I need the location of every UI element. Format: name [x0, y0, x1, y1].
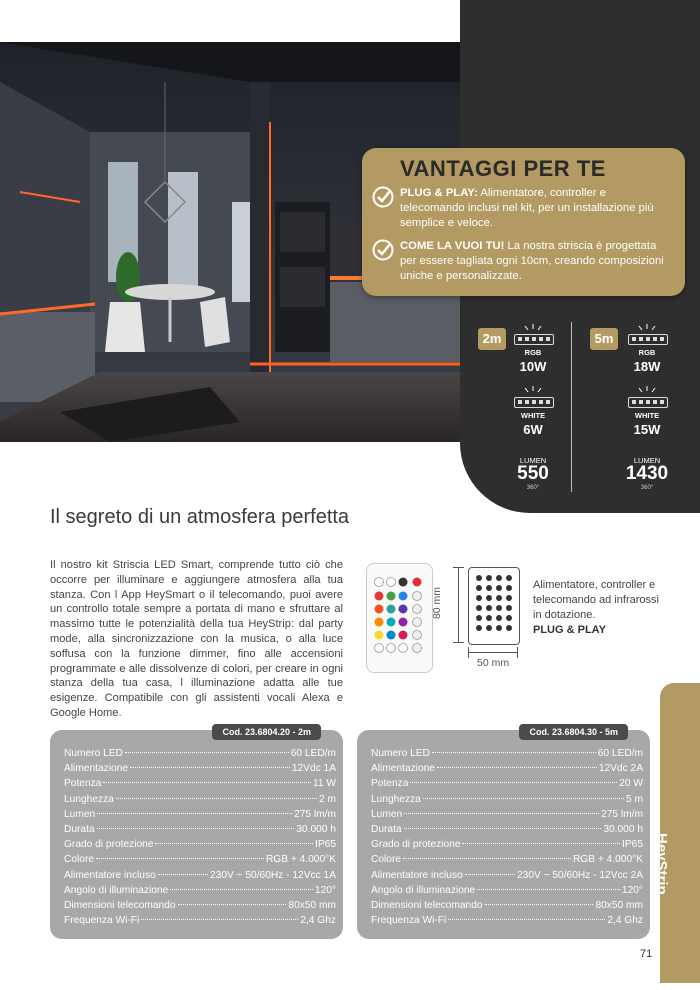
table-row	[64, 807, 336, 822]
lumen-value: 550	[517, 463, 549, 484]
row-value: IP65	[622, 839, 643, 851]
row-leader-dots	[141, 919, 298, 920]
row-leader-dots	[178, 904, 287, 905]
height-dimension-line	[458, 567, 459, 643]
white-label: WHITE	[520, 411, 546, 420]
table-row	[64, 837, 336, 852]
row-value: 80x50 mm	[288, 900, 336, 912]
section-title: Il segreto di un atmosfera perfetta	[50, 506, 350, 528]
width-dimension-tick	[468, 647, 469, 658]
row-leader-dots	[437, 767, 597, 768]
section-body: Il nostro kit Striscia LED Smart, comprende tutto ciò che occorre per illuminare e aggiungere atmosfera alla tua stanza. Con l App HeySmart o il telecomando, puoi avere un controllo totale sempre a portata di mano e sfruttare al massimo tutte le potenzialità della tua HeyStrip: dal party mode, alla sincronizzazione con la musica, o alla luce soffusa con la funzione dimmer, fino alle accensioni programmate e alle dissolvenze di colori, per creare in ogni stanza della tua casa, l illuminazione adatta alle tue esigenze. Compatibile con gli assistenti vocali Alexa e Google Home.	[50, 559, 343, 719]
height-dimension-tick	[453, 642, 464, 643]
led-strip-white-icon	[628, 397, 668, 408]
table-row	[64, 792, 336, 807]
led-strip-rgb-icon	[628, 334, 668, 345]
row-leader-dots	[432, 752, 596, 753]
row-value: 80x50 mm	[595, 900, 643, 912]
row-leader-dots	[125, 752, 289, 753]
table-row	[64, 852, 336, 867]
table-row	[64, 822, 336, 837]
row-leader-dots	[103, 782, 311, 783]
light-rays-icon	[628, 324, 666, 334]
row-value: 2,4 Ghz	[607, 915, 643, 927]
advantage-lead: COME LA VUOI TU!	[400, 240, 505, 252]
remote-caption	[533, 578, 663, 638]
advantage-lead: PLUG & PLAY:	[400, 187, 478, 199]
row-leader-dots	[97, 813, 292, 814]
row-value: 12Vdc 2A	[598, 763, 643, 775]
row-leader-dots	[404, 828, 602, 829]
row-key: Alimentatore incluso	[371, 869, 463, 881]
angle-label: 360°	[640, 485, 654, 491]
rgb-label: RGB	[638, 348, 656, 357]
row-key: Grado di protezione	[371, 839, 461, 851]
row-leader-dots	[410, 782, 617, 783]
white-watt: 6W	[523, 422, 543, 437]
remote-caption-bold: PLUG & PLAY	[533, 624, 606, 636]
width-label: 50 mm	[477, 657, 510, 669]
row-leader-dots	[477, 889, 620, 890]
row-leader-dots	[155, 843, 313, 844]
row-key: Lumen	[64, 808, 96, 820]
row-leader-dots	[485, 904, 594, 905]
rgb-label: RGB	[524, 348, 542, 357]
table-row	[371, 883, 643, 898]
row-key: Alimentazione	[371, 763, 435, 775]
row-leader-dots	[130, 767, 290, 768]
row-key: Grado di protezione	[64, 839, 154, 851]
advantage-text	[400, 186, 670, 231]
light-rays-icon	[514, 386, 552, 396]
row-leader-dots	[448, 919, 605, 920]
row-value: IP65	[315, 839, 336, 851]
check-circle-icon	[372, 186, 394, 208]
product-code-badge: Cod. 23.6804.30 - 5m	[519, 724, 628, 740]
row-value: 120°	[621, 884, 643, 896]
table-row	[64, 868, 336, 883]
row-value: 2 m	[319, 793, 336, 805]
row-value: 5 m	[626, 793, 643, 805]
white-watt: 15W	[633, 422, 661, 437]
row-value: 11 W	[312, 778, 336, 790]
spec-divider	[571, 322, 572, 492]
row-value: 230V ~ 50/60Hz - 12Vcc 2A	[516, 869, 643, 881]
row-leader-dots	[96, 858, 264, 859]
light-rays-icon	[628, 386, 666, 396]
rgb-watt: 10W	[519, 359, 547, 374]
remote-control-image	[366, 563, 433, 673]
row-key: Lumen	[371, 808, 403, 820]
spec-table-rows	[64, 746, 336, 928]
row-value: 2,4 Ghz	[300, 915, 336, 927]
row-value: 275 lm/m	[294, 808, 336, 820]
advantages-box	[362, 148, 685, 296]
row-key: Lunghezza	[64, 793, 114, 805]
row-value: 120°	[314, 884, 336, 896]
width-dimension-line	[468, 652, 518, 653]
advantage-text	[400, 239, 670, 284]
row-key: Frequenza Wi-Fi	[64, 915, 140, 927]
spec-table-5m	[357, 727, 650, 939]
remote-caption-text: Alimentatore, controller e telecomando ad infrarossi in dotazione.	[533, 579, 659, 621]
row-key: Dimensioni telecomando	[371, 900, 483, 912]
side-tab	[653, 683, 700, 983]
row-key: Potenza	[371, 778, 409, 790]
advantage-body: La nostra striscia è progettata per essere tagliata ogni 10cm, creando composizioni uniche e personalizzate.	[400, 240, 664, 282]
row-key: Alimentazione	[64, 763, 128, 775]
advantage-body: Alimentatore, controller e telecomando inclusi nel kit, per un installazione più semplice e veloce.	[400, 187, 654, 229]
row-value: RGB + 4.000°K	[572, 854, 643, 866]
table-row	[371, 761, 643, 776]
lumen-label: LUMEN	[633, 456, 661, 465]
table-row	[371, 898, 643, 913]
advantages-title: VANTAGGI PER TE	[400, 156, 606, 181]
row-value: RGB + 4.000°K	[265, 854, 336, 866]
row-value: 230V ~ 50/60Hz - 12Vcc 1A	[209, 869, 336, 881]
check-circle-icon	[372, 239, 394, 261]
light-rays-icon	[514, 324, 552, 334]
table-row	[64, 883, 336, 898]
lumen-label: LUMEN	[519, 456, 547, 465]
row-leader-dots	[404, 813, 599, 814]
row-value: 30.000 h	[603, 824, 643, 836]
row-value: 12Vdc 1A	[291, 763, 336, 775]
row-value: 30.000 h	[296, 824, 336, 836]
angle-label: 360°	[526, 485, 540, 491]
row-value: 60 LED/m	[290, 748, 336, 759]
length-badge: 5m	[590, 328, 618, 350]
row-key: Colore	[371, 854, 402, 866]
width-dimension-tick	[517, 647, 518, 658]
row-leader-dots	[170, 889, 313, 890]
spec-table-2m	[50, 727, 343, 939]
height-label: 80 mm	[431, 586, 444, 620]
spec-table-rows	[371, 746, 643, 928]
table-row	[371, 792, 643, 807]
table-row	[64, 913, 336, 928]
row-key: Durata	[371, 824, 402, 836]
white-label: WHITE	[634, 411, 660, 420]
row-key: Potenza	[64, 778, 102, 790]
table-row	[371, 776, 643, 791]
receiver-image	[468, 567, 520, 645]
table-row	[371, 868, 643, 883]
row-value: 275 lm/m	[601, 808, 643, 820]
row-value: 60 LED/m	[597, 748, 643, 759]
side-tab-label: HeyStrip	[653, 833, 670, 895]
row-leader-dots	[423, 798, 624, 799]
row-value: 20 W	[619, 778, 643, 790]
table-row	[371, 913, 643, 928]
row-leader-dots	[158, 874, 208, 875]
lumen-value: 1430	[625, 463, 669, 484]
table-row	[371, 746, 643, 761]
row-key: Durata	[64, 824, 95, 836]
row-key: Numero LED	[64, 748, 123, 759]
table-row	[64, 898, 336, 913]
table-row	[64, 761, 336, 776]
table-row	[371, 822, 643, 837]
row-key: Alimentatore incluso	[64, 869, 156, 881]
led-strip-rgb-icon	[514, 334, 554, 345]
rgb-watt: 18W	[633, 359, 661, 374]
row-key: Dimensioni telecomando	[64, 900, 176, 912]
row-key: Lunghezza	[371, 793, 421, 805]
page-number: 71	[640, 948, 653, 960]
length-badge: 2m	[478, 328, 506, 350]
product-code-badge: Cod. 23.6804.20 - 2m	[212, 724, 321, 740]
table-row	[64, 776, 336, 791]
row-leader-dots	[116, 798, 317, 799]
row-leader-dots	[403, 858, 571, 859]
row-leader-dots	[462, 843, 620, 844]
row-key: Colore	[64, 854, 95, 866]
row-leader-dots	[97, 828, 295, 829]
row-key: Angolo di illuminazione	[371, 884, 476, 896]
table-row	[371, 837, 643, 852]
led-strip-white-icon	[514, 397, 554, 408]
row-leader-dots	[465, 874, 515, 875]
table-row	[64, 746, 336, 761]
table-row	[371, 807, 643, 822]
row-key: Angolo di illuminazione	[64, 884, 169, 896]
row-key: Frequenza Wi-Fi	[371, 915, 447, 927]
height-dimension-tick	[453, 567, 464, 568]
table-row	[371, 852, 643, 867]
row-key: Numero LED	[371, 748, 430, 759]
